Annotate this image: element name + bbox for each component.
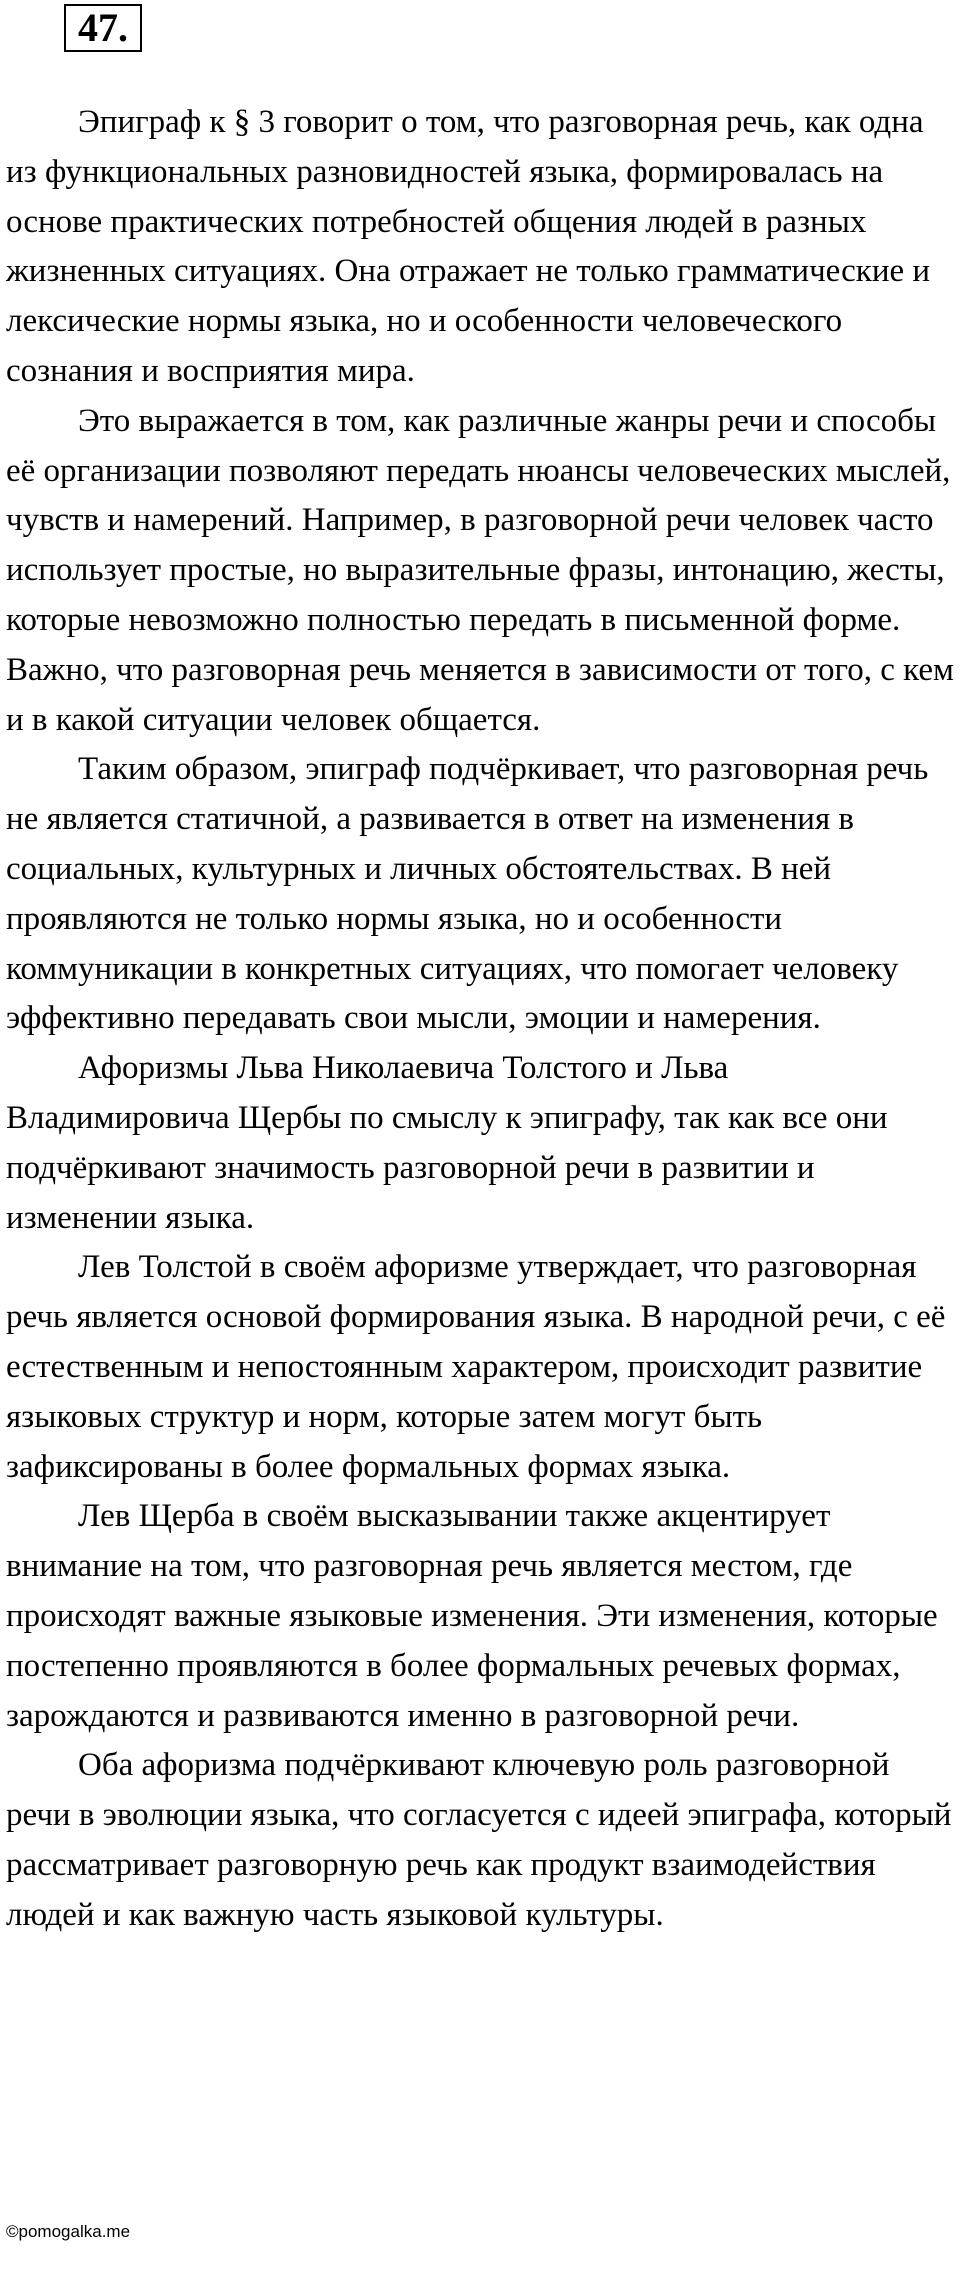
site-watermark: ©pomogalka.me (6, 2222, 131, 2241)
paragraph-4: Афоризмы Льва Николаевича Толстого и Льва Владимировича Щербы по смыслу к эпиграфу, так как все они подчёркивают значимость разговорной речи в развитии и изменении языка. (6, 1050, 888, 1236)
answer-text (6, 98, 954, 1940)
paragraph-5: Лев Толстой в своём афоризме утверждает, что разговорная речь является основой формирования языка. В народной речи, с её естественным и непостоянным характером, происходит развитие языковых структур и норм, которые затем могут быть зафиксированы в более формальных формах языка. (6, 1249, 946, 1485)
paragraph-6: Лев Щерба в своём высказывании также акцентирует внимание на том, что разговорная речь является местом, где происходят важные языковые изменения. Эти изменения, которые постепенно проявляются в более формальных речевых формах, зарождаются и развиваются именно в разговорной речи. (6, 1498, 938, 1734)
paragraph-2: Это выражается в том, как различные жанры речи и способы её организации позволяют передать нюансы человеческих мыслей, чувств и намерений. Например, в разговорной речи человек часто использует простые, но выразительные фразы, интонацию, жесты, которые невозможно полностью передать в письменной форме. Важно, что разговорная речь меняется в зависимости от того, с кем и в какой ситуации человек общается. (6, 402, 954, 738)
paragraph-7: Оба афоризма подчёркивают ключевую роль разговорной речи в эволюции языка, что согласуется с идеей эпиграфа, который рассматривает разговорную речь как продукт взаимодействия людей и как важную часть языковой культуры. (6, 1747, 952, 1933)
paragraph-1: Эпиграф к § 3 говорит о том, что разговорная речь, как одна из функциональных разновидностей языка, формировалась на основе практических потребностей общения людей в разных жизненных ситуациях. Она отражает не только грамматические и лексические нормы языка, но и особенности человеческого сознания и восприятия мира. (6, 104, 931, 389)
task-number-box: 47. (64, 4, 142, 52)
paragraph-3: Таким образом, эпиграф подчёркивает, что разговорная речь не является статичной, а развивается в ответ на изменения в социальных, культурных и личных обстоятельствах. В ней проявляются не только нормы языка, но и особенности коммуникации в конкретных ситуациях, что помогает человеку эффективно передавать свои мысли, эмоции и намерения. (6, 751, 929, 1037)
